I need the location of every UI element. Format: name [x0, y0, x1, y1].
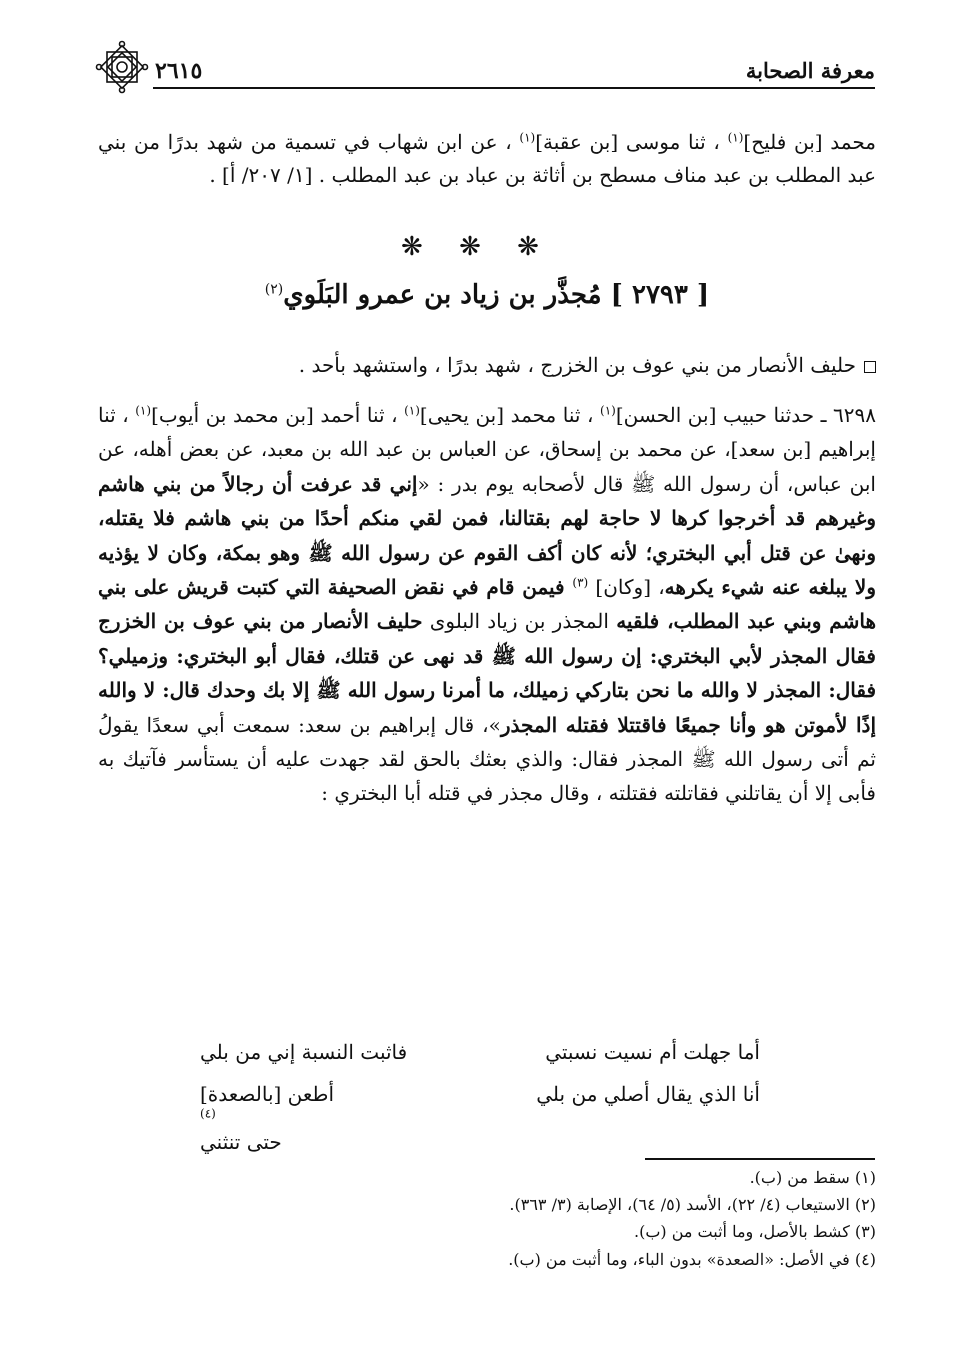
footnote-marker: (١) — [404, 403, 420, 418]
footnote-marker: (٢) — [264, 281, 284, 298]
footnote-marker: (١) — [727, 130, 744, 145]
poem-verse — [200, 1040, 760, 1082]
footnote-marker: (١) — [600, 403, 616, 418]
hadith-text: ، ثنا إبراهيم [بن سعد]، عن محمد بن إسحاق، عن العباس بن عبد الله بن معبد، عن بعض أهله، عن ابن عباس، أن رسول الله ﷺ قال لأصحابه يوم بدر : « — [98, 403, 876, 496]
poem-hemistich — [200, 1082, 450, 1154]
footnote-marker: (١) — [135, 403, 152, 418]
prophetic-quote: حليف الأنصار من بني عوف بن الخزرج فقال المجذر لأبي البختري: إن رسول الله ﷺ قد نهى عن قتلك، فقال أبو البختري: وزميلي؟ فقال: المجذر لا والله ما نحن بتاركي زميلك، ما أمرنا رسول الله ﷺ إلا بك وحدك قال: لا والله إذًا لأموتن هو وأنا جميعًا فاقتتلا فقتله المجذر — [98, 609, 877, 737]
page-header — [95, 40, 875, 90]
footnote: (٤) في الأصل: «الصعدة» بدون الباء، وما أثبت من (ب). — [508, 1249, 876, 1269]
entry-heading — [98, 280, 876, 310]
footnote-marker: (٤) — [200, 1106, 216, 1121]
hadith-text: ، [وكان] — [588, 574, 665, 599]
intro-text: ، ثنا موسى [بن عقبة] — [535, 130, 728, 154]
running-header-title: معرفة الصحابة — [745, 58, 875, 83]
poem-hemistich: أنا الذي يقال أصلي من بلي — [536, 1082, 760, 1106]
hadith-text: ، ثنا محمد [بن يحيى] — [419, 403, 601, 427]
page-number: ٢٦١٥ — [155, 58, 203, 84]
footnote: (٢) الاستيعاب (٤/ ٢٢)، الأسد (٥/ ٦٤)، الإصابة (٣/ ٣٦٣). — [509, 1195, 876, 1215]
entry-title: [ ٢٧٩٣ ] مُجذَّر بن زياد بن عمرو البَلَوي — [283, 280, 710, 310]
header-rule — [153, 87, 875, 89]
poem-hemistich: فاثبت النسبة إني من بلي — [200, 1040, 408, 1064]
poem — [200, 1040, 760, 1154]
footnote-rule — [645, 1158, 875, 1160]
octagram-ornament-icon — [95, 40, 149, 94]
hadith-paragraph — [98, 398, 876, 811]
poem-text: حتى تنثني — [200, 1130, 282, 1154]
hadith-text: ٦٢٩٨ ـ حدثنا حبيب [بن الحسن] — [615, 403, 876, 427]
footnotes — [98, 1164, 876, 1273]
hadith-text: المجذر بن زياد البلوى — [422, 609, 617, 634]
footnote-marker: (٣) — [572, 575, 589, 590]
footnote-marker: (١) — [519, 130, 536, 145]
hadith-text: »، قال إبراهيم بن سعد: سمعت أبي سعدًا يقولُ ثم أتى رسول الله ﷺ المجذر فقال: والذي بعثك بالحق لقد جهدت عليه أن يستأسر فآتيك به فأبى إلا أن يقاتلني فقاتلته فقتلته ، وقال مجذر في قتله أبا البختري : — [98, 712, 876, 806]
footnote: (٣) كشط بالأصل، وما أثبت من (ب). — [634, 1222, 876, 1242]
intro-text: ، عن ابن شهاب في تسمية من شهد بدرًا من بني عبد المطلب بن عبد مناف مسطح بن أثاثة بن عباد بن عبد المطلب . [١/ ٢٠٧/ أ] . — [98, 130, 876, 187]
square-bullet-icon — [864, 361, 876, 373]
prophetic-quote: فيمن قام في نقض الصحيفة التي كتبت قريش على بني هاشم وبني عبد المطلب، فلقيه — [98, 574, 876, 634]
intro-text: محمد [بن فليح] — [743, 130, 876, 154]
footnote: (١) سقط من (ب). — [749, 1168, 876, 1187]
section-separator: ❋ ❋ ❋ — [401, 232, 553, 262]
entry-bio — [98, 350, 876, 381]
hadith-text: ، ثنا أحمد [بن محمد بن أيوب] — [151, 403, 405, 427]
poem-text: أطعن [بالصعدة] — [200, 1082, 335, 1106]
poem-verse — [200, 1082, 760, 1154]
intro-paragraph — [98, 126, 876, 192]
poem-hemistich: أما جهلت أم نسيت نسبتي — [545, 1040, 760, 1064]
bio-text: حليف الأنصار من بني عوف بن الخزرج ، شهد بدرًا ، واستشهد بأحد . — [298, 353, 856, 377]
prophetic-quote: إني قد عرفت أن رجالاً من بني هاشم وغيرهم قد أخرجوا كرها لا حاجة لهم بقتالنا، فمن لقي منكم أحدًا من بني هاشم فلا يقتله، ونهىٰ عن قتل أبي البختري؛ لأنه كان أكف القوم عن رسول الله ﷺ وهو بمكة، وكان لا يؤذيه ولا يبلغه عنه شيء يكرهه — [98, 471, 876, 599]
